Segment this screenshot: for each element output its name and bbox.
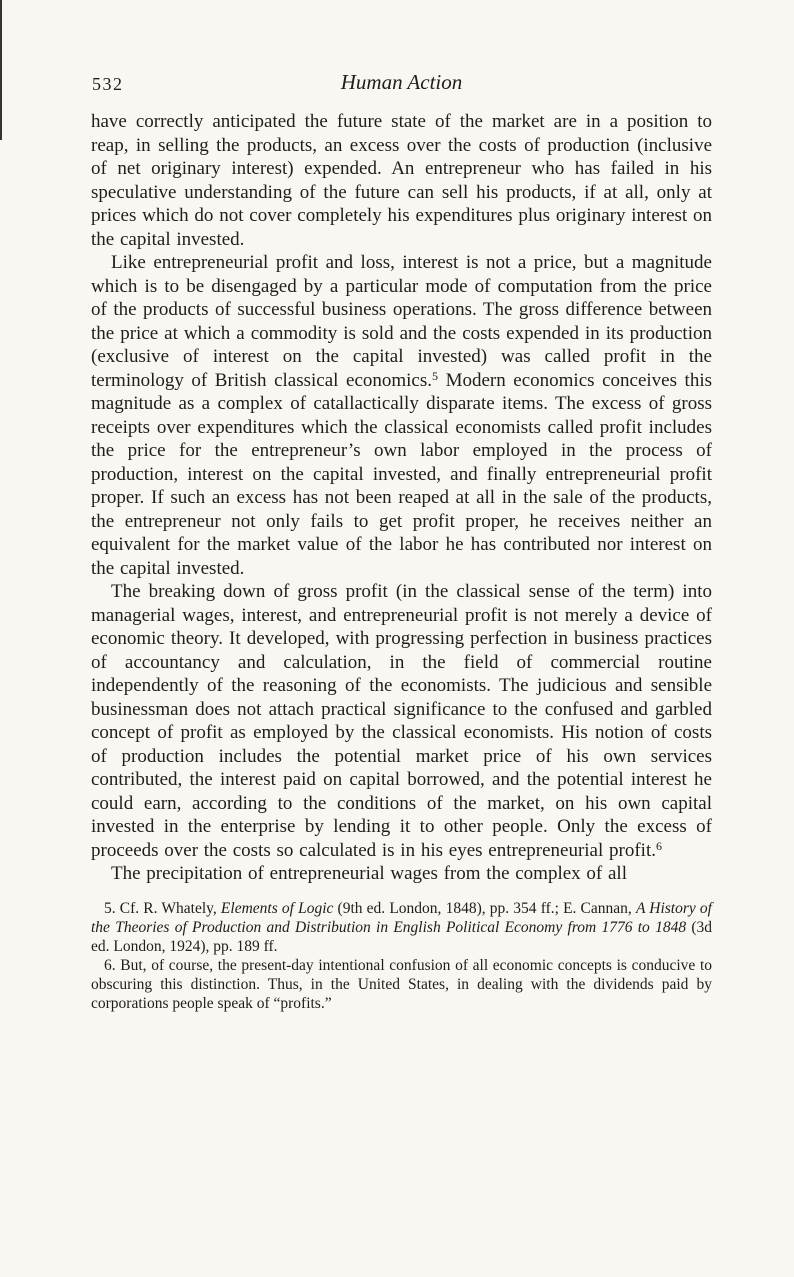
paragraph-3-text: The breaking down of gross profit (in the classical sense of the term) into managerial wages, interest, and entrepreneurial profit is not merely a device of economic theory. It developed, with progressing perfection in business practices of accountancy and calculation, in the field of commercial routine independently of the reasoning of the economists. The judicious and sensible businessman does not attach practical significance to the confused and garbled concept of profit as employed by the classical economists. His notion of costs of production includes the potential market price of his own services contributed, the interest paid on capital borrowed, and the potential interest he could earn, according to the conditions of the market, on his own capital invested in the enterprise by lending it to other people. Only the excess of proceeds over the costs so calculated is in his eyes entrepreneurial profit. — [91, 581, 712, 861]
footnote-ref-5: 5 — [432, 368, 439, 383]
paragraph-2 — [91, 251, 712, 580]
footnote-ref-6: 6 — [655, 838, 662, 853]
footnote-5-book-title-2: A History of the Theories of Production and Distribution in English Political Economy from 1776 to 1848 — [91, 899, 712, 936]
running-head — [91, 70, 712, 97]
paragraph-1 — [91, 110, 712, 251]
footnote-6-text: 6. But, of course, the present-day intentional confusion of all economic concepts is conducive to obscuring this distinction. Thus, in the United States, in dealing with the dividends paid by corporations people speak of “profits.” — [91, 956, 712, 1012]
footnote-5-text-continued: (9th ed. London, 1848), pp. 354 ff.; E. Cannan, — [333, 899, 636, 917]
paragraph-4-text: The precipitation of entrepreneurial wages from the complex of all — [111, 863, 627, 884]
text-column — [91, 70, 712, 1013]
footnote-5 — [91, 899, 712, 956]
paragraph-2-text: Like entrepreneurial profit and loss, interest is not a price, but a magnitude which is to be disengaged by a particular mode of computation from the price of the products of successful business operations. The gross difference between the price at which a commodity is sold and the costs expended in its production (exclusive of interest on the capital invested) was called profit in the terminology of British classical economics. — [91, 252, 712, 391]
footnote-5-text: 5. Cf. R. Whately, — [104, 899, 221, 917]
page-number: 532 — [92, 74, 124, 94]
paragraph-1-text: have correctly anticipated the future state of the market are in a position to reap, in selling the products, an excess over the costs of production (inclusive of net originary interest) expended. An entrepreneur who has failed in his speculative understanding of the future can sell his products, if at all, only at prices which do not cover completely his expenditures plus originary interest on the capital invested. — [91, 111, 712, 250]
page-edge-artifact — [0, 0, 2, 140]
footnotes — [91, 899, 712, 1013]
footnote-5-book-title-1: Elements of Logic — [220, 899, 334, 917]
body-text — [91, 110, 712, 886]
footnote-6 — [91, 956, 712, 1013]
paragraph-2-text-continued: Modern economics conceives this magnitude as a complex of catallactically disparate items. The excess of gross receipts over expenditures which the classical economists called profit includes the price for the entrepreneur’s own labor employed in the process of production, interest on the capital invested, and finally entrepreneurial profit proper. If such an excess has not been reaped at all in the sale of the products, the entrepreneur not only fails to get profit proper, he receives neither an equivalent for the market value of the labor he has contributed nor interest on the capital invested. — [91, 369, 712, 579]
footnote-5-text-end: (3d ed. London, 1924), pp. 189 ff. — [91, 918, 712, 955]
paragraph-3 — [91, 580, 712, 862]
paragraph-4 — [91, 862, 712, 886]
running-title: Human Action — [340, 70, 463, 94]
